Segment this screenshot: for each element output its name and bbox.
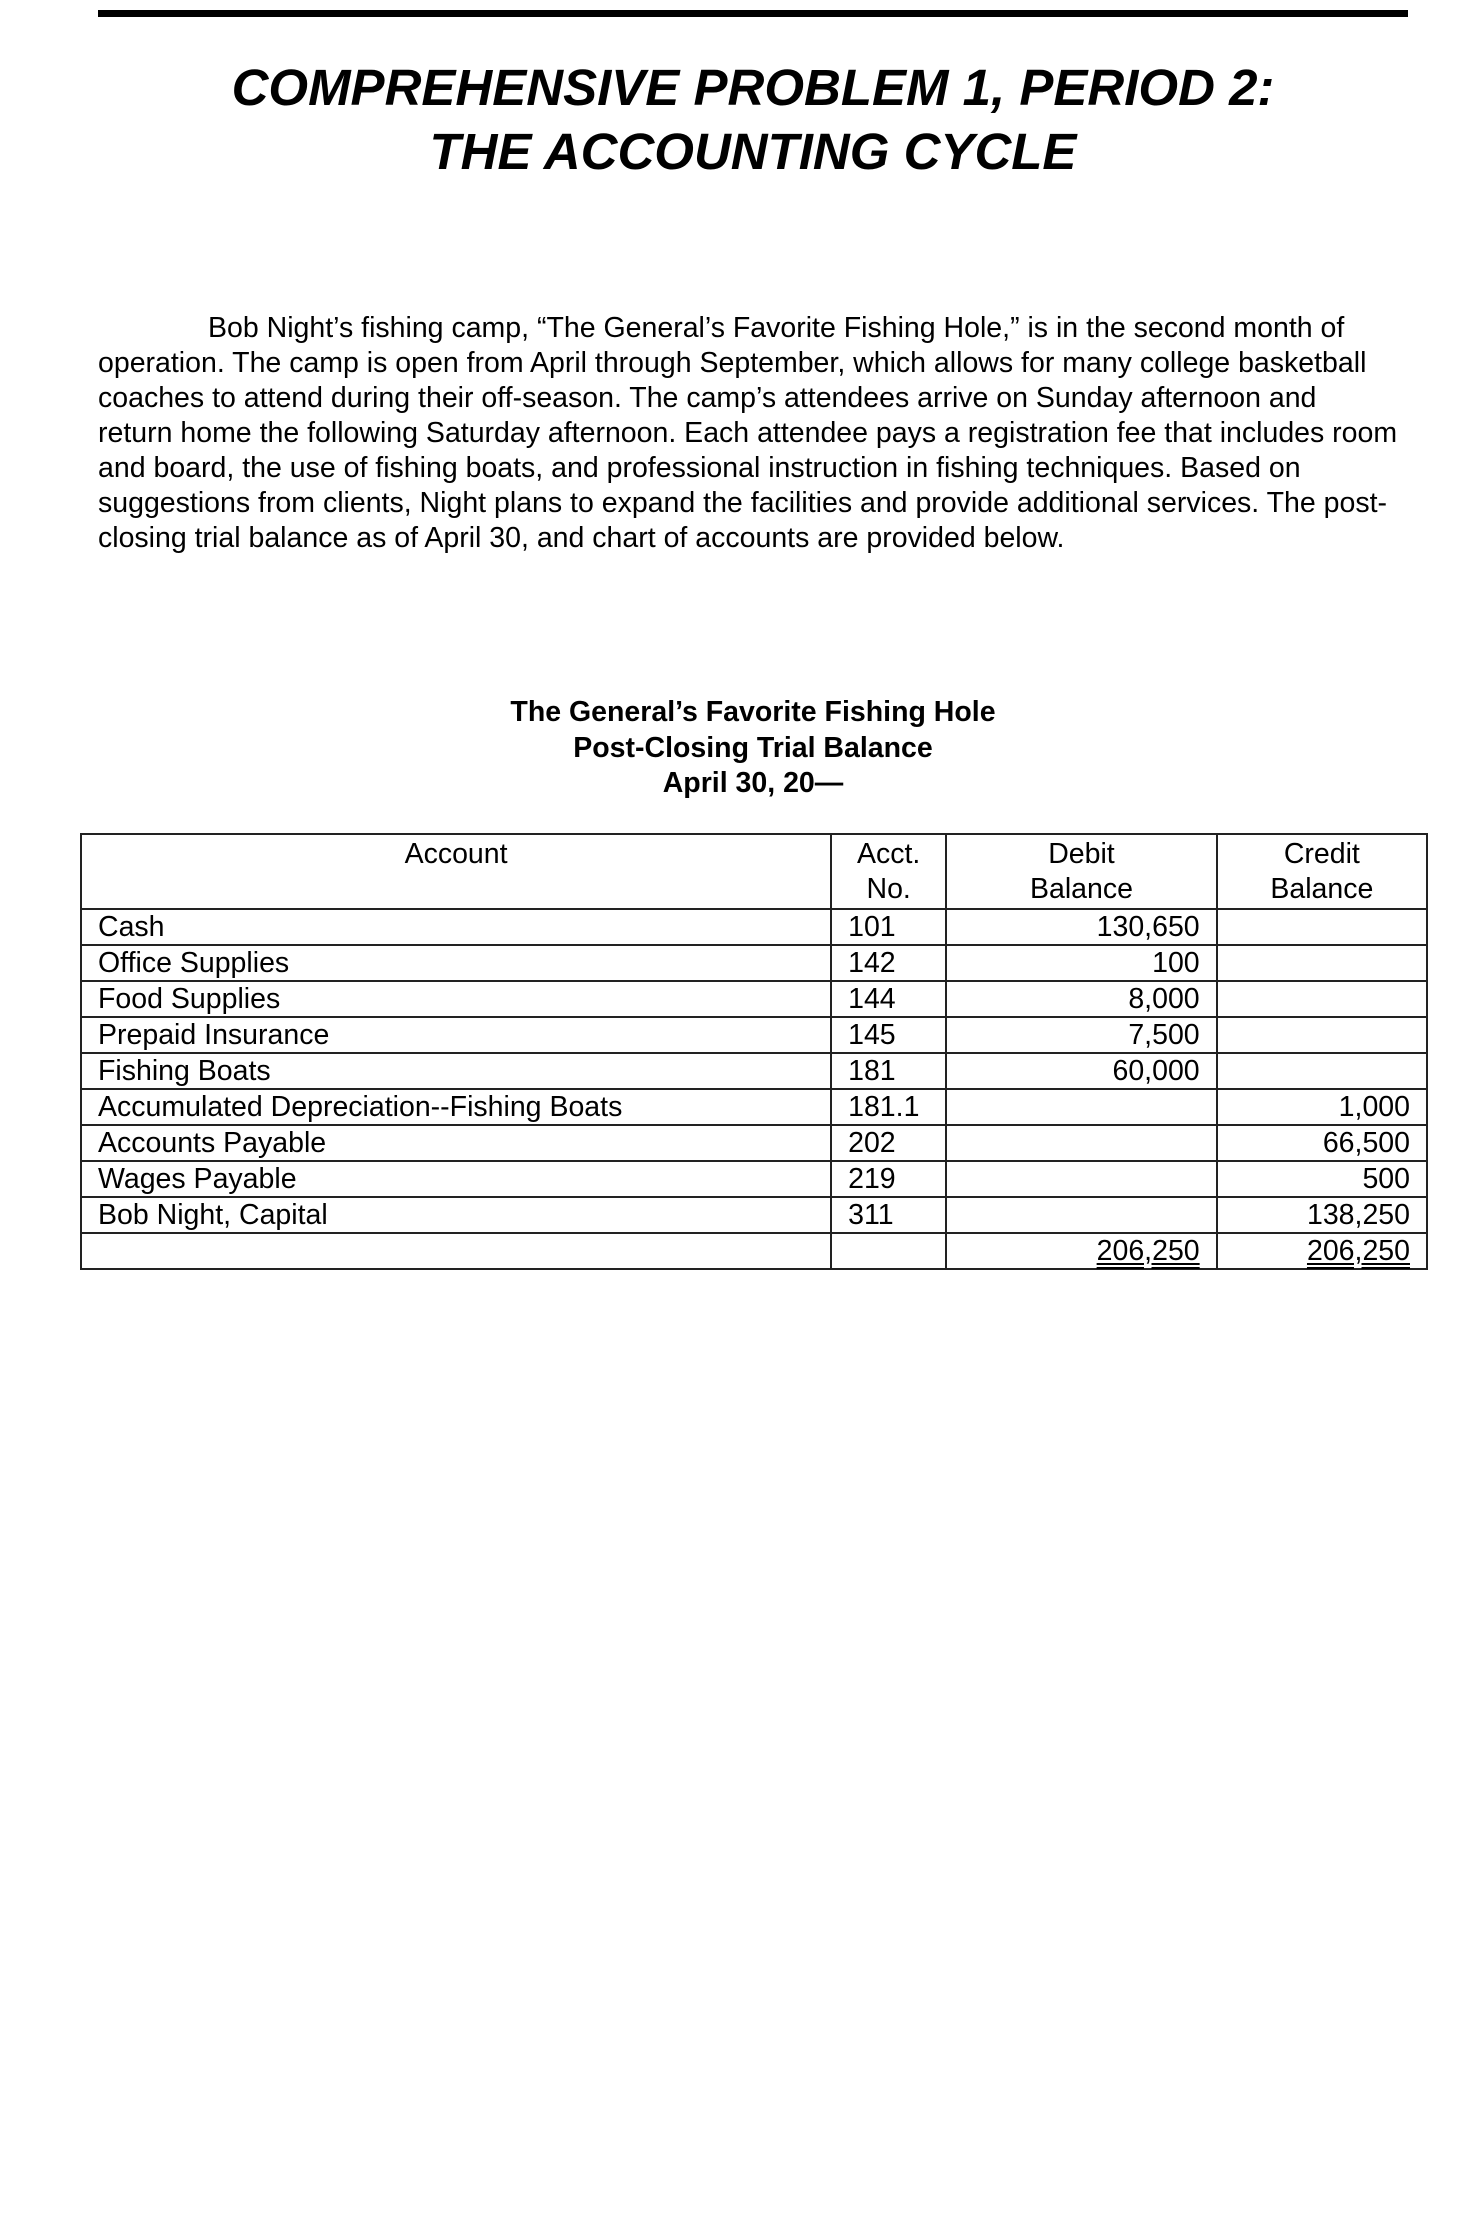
credit-balance: 66,500 [1217,1125,1427,1161]
debit-balance [946,1089,1216,1125]
credit-balance: 138,250 [1217,1197,1427,1233]
account-name: Bob Night, Capital [81,1197,831,1233]
account-name: Cash [81,909,831,945]
debit-balance: 100 [946,945,1216,981]
account-number: 181 [831,1053,946,1089]
account-number: 202 [831,1125,946,1161]
total-credit-cell [1217,1233,1427,1269]
account-number: 311 [831,1197,946,1233]
table-row [81,1161,1427,1197]
credit-balance: 500 [1217,1161,1427,1197]
credit-balance [1217,945,1427,981]
debit-balance: 130,650 [946,909,1216,945]
page-title [98,56,1408,184]
totals-no-blank [831,1233,946,1269]
account-name: Office Supplies [81,945,831,981]
credit-balance [1217,1017,1427,1053]
debit-balance: 60,000 [946,1053,1216,1089]
table-row [81,945,1427,981]
table-row [81,1125,1427,1161]
intro-paragraph: Bob Night’s fishing camp, “The General’s Favorite Fishing Hole,” is in the second month of operation. The camp is open from April through September, which allows for many college basketball coaches to attend during their off-season. The camp’s attendees arrive on Sunday afternoon and return home the following Saturday afternoon. Each attendee pays a registration fee that includes room and board, the use of fishing boats, and professional instruction in fishing techniques. Based on suggestions from clients, Night plans to expand the facilities and provide additional services. The post-closing trial balance as of April 30, and chart of accounts are provided below. [98,312,1398,554]
account-name: Food Supplies [81,981,831,1017]
table-row [81,1053,1427,1089]
credit-balance [1217,909,1427,945]
account-name: Accumulated Depreciation--Fishing Boats [81,1089,831,1125]
account-name: Prepaid Insurance [81,1017,831,1053]
credit-balance: 1,000 [1217,1089,1427,1125]
account-number: 142 [831,945,946,981]
debit-balance [946,1125,1216,1161]
account-name: Accounts Payable [81,1125,831,1161]
title-line-2: THE ACCOUNTING CYCLE [429,123,1077,180]
header-account: Account [81,834,831,909]
totals-account-blank [81,1233,831,1269]
table-row [81,1197,1427,1233]
debit-balance: 7,500 [946,1017,1216,1053]
account-number: 101 [831,909,946,945]
credit-balance [1217,1053,1427,1089]
account-number: 145 [831,1017,946,1053]
table-row [81,1017,1427,1053]
debit-balance [946,1197,1216,1233]
title-line-1: COMPREHENSIVE PROBLEM 1, PERIOD 2: [231,59,1275,116]
company-name: The General’s Favorite Fishing Hole [510,696,996,728]
table-row [81,981,1427,1017]
header-debit-balance: Debit Balance [946,834,1216,909]
account-number: 181.1 [831,1089,946,1125]
totals-row [81,1233,1427,1269]
header-acct-no: Acct. No. [831,834,946,909]
table-row [81,1089,1427,1125]
total-debit: 206,250 [1096,1235,1200,1267]
account-number: 144 [831,981,946,1017]
account-number: 219 [831,1161,946,1197]
account-name: Fishing Boats [81,1053,831,1089]
debit-balance: 8,000 [946,981,1216,1017]
account-name: Wages Payable [81,1161,831,1197]
trial-balance-table [80,833,1428,1270]
table-row [81,909,1427,945]
header-credit-balance: Credit Balance [1217,834,1427,909]
top-rule [98,10,1408,17]
credit-balance [1217,981,1427,1017]
statement-name: Post-Closing Trial Balance [573,731,933,764]
total-credit: 206,250 [1306,1235,1410,1267]
table-header-row [81,834,1427,909]
debit-balance [946,1161,1216,1197]
statement-date: April 30, 20— [662,767,844,799]
trial-balance-heading [98,695,1408,802]
total-debit-cell [946,1233,1216,1269]
